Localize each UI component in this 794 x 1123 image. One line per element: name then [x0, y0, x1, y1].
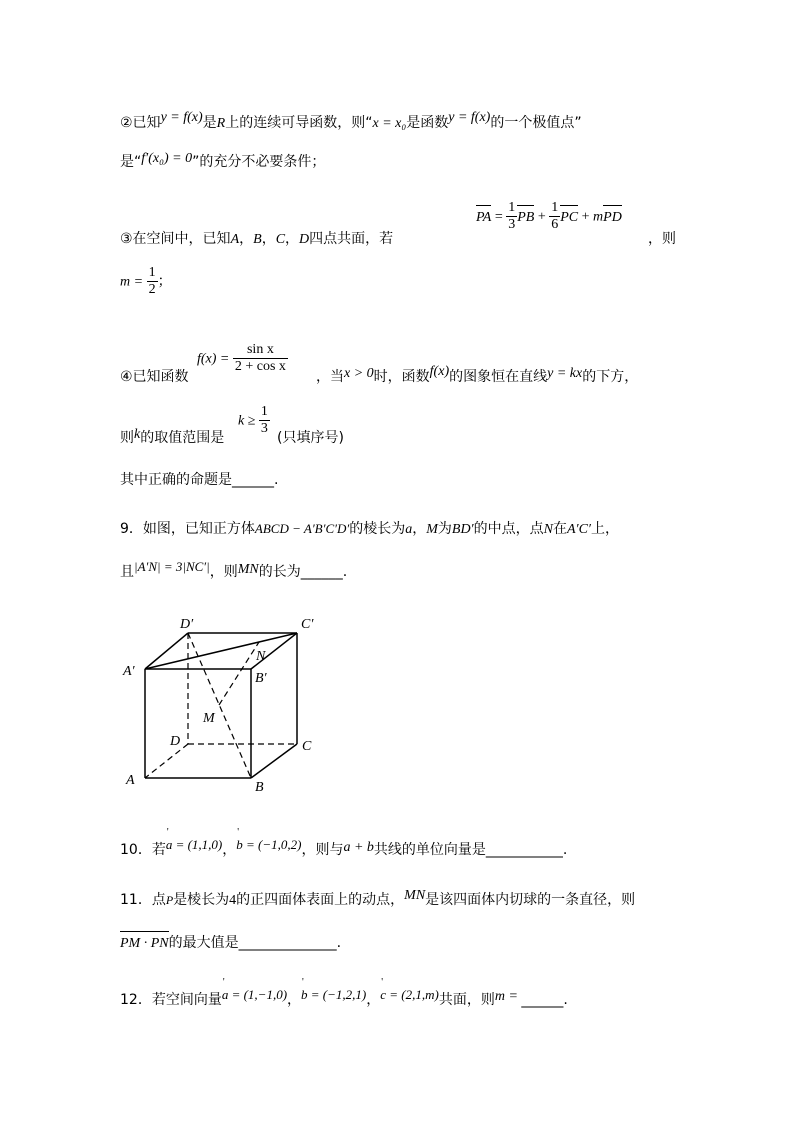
quote-close: ”: [574, 115, 582, 131]
q10-line: [120, 837, 568, 861]
text: 共线的单位向量是___________.: [373, 842, 568, 858]
edge: [251, 744, 297, 778]
cube-figure: [115, 612, 335, 802]
num: 1: [260, 404, 268, 419]
label-D: D: [170, 734, 181, 749]
text: 是: [120, 154, 134, 170]
label-A: A: [126, 773, 135, 788]
math-m-eq: m =: [120, 274, 147, 290]
den: 2 + cos x: [234, 359, 286, 374]
den: 2: [148, 282, 156, 297]
math-m: m: [593, 209, 604, 225]
frac-1-2: [147, 265, 158, 298]
q11-line-1: [120, 890, 635, 911]
text: ，则与: [301, 842, 344, 858]
item-3-prefix: [120, 229, 393, 250]
sep: ，: [261, 231, 276, 247]
math-fprime-x0: f′(x₀) = 0: [141, 151, 193, 166]
function-def: [197, 342, 288, 375]
answer-prompt: 其中正确的命题是______.: [120, 472, 279, 488]
text: 共面，则: [438, 992, 495, 1008]
text: 9．如图，已知正方体: [120, 521, 255, 537]
text: 则: [120, 430, 134, 446]
sep: ，: [287, 992, 302, 1008]
text: 的棱长为: [349, 521, 406, 537]
text: 是该四面体内切球的一条直径，则: [425, 892, 636, 908]
text: 的中点，点: [473, 521, 544, 537]
quote-open: “: [365, 115, 373, 131]
math-B: B: [253, 232, 262, 247]
math-M: M: [426, 522, 438, 537]
text: ，: [412, 521, 427, 537]
math-vec-b: ' b = (−1,0,2): [236, 835, 301, 855]
diagonal-BDp: [188, 633, 251, 778]
text: 上，: [590, 521, 619, 537]
label-N: N: [256, 649, 266, 664]
math-P: P: [165, 893, 174, 907]
math-x-x0: x = x₀: [372, 116, 407, 131]
text: 为: [437, 521, 452, 537]
text: (只填序号): [277, 430, 344, 446]
text: 的取值范围是: [140, 430, 225, 446]
text: 的最大值是______________.: [168, 935, 342, 951]
text: 的正四面体表面上的动点，: [236, 892, 405, 908]
text: ②已知: [120, 115, 161, 131]
label-M: M: [203, 711, 215, 726]
frac-sin-cos: [233, 342, 288, 375]
text: 是棱长为: [173, 892, 230, 908]
num: 1: [148, 265, 156, 280]
plus: +: [534, 209, 550, 225]
text: ，则: [648, 231, 676, 247]
equals: =: [491, 209, 507, 225]
vec-PC: PC: [560, 208, 578, 228]
num: 1: [508, 200, 516, 215]
label-Ap: A′: [123, 664, 135, 679]
math-N: N: [543, 522, 553, 537]
text: ______.: [521, 992, 568, 1008]
sep: ，: [222, 842, 237, 858]
q11-line-2: [120, 933, 341, 954]
math-k: k: [134, 427, 141, 442]
math-y-fx: y = f(x): [448, 110, 491, 125]
sep: ，: [239, 231, 254, 247]
math-y-fx: y = f(x): [160, 110, 203, 125]
text: 是函数: [406, 115, 449, 131]
label-Bp: B′: [255, 671, 267, 686]
math-ApCp: A′C′: [566, 522, 591, 537]
math-PM-dot-PN: PM · PN: [120, 934, 169, 954]
den: 3: [508, 217, 516, 232]
math-D: D: [299, 232, 310, 247]
math-vec-a: ' a = (1,1,0): [166, 835, 222, 855]
text: 的下方，: [582, 369, 639, 385]
math-k-ge: k ≥: [238, 413, 259, 429]
plus: +: [578, 209, 594, 225]
math-R: R: [216, 116, 226, 131]
text: 时，函数: [373, 369, 430, 385]
segment-MN: [219, 642, 259, 705]
text: 12．若空间向量: [120, 992, 222, 1008]
text: 的充分不必要条件；: [199, 154, 326, 170]
label-Dp: D′: [180, 617, 194, 632]
text: ；: [157, 273, 172, 290]
math-MN: MN: [237, 562, 259, 577]
k-range: [238, 404, 270, 437]
item-2-line-1: [120, 110, 582, 134]
text: ，当: [316, 369, 344, 385]
text: 上的连续可导函数，则: [225, 115, 366, 131]
item-4-rest: [316, 364, 639, 388]
den: 6: [551, 217, 559, 232]
text: 的一个极值点: [490, 115, 575, 131]
label-B: B: [255, 780, 264, 795]
text: 四点共面，若: [309, 231, 394, 247]
sep: ，: [285, 231, 300, 247]
math-y-kx: y = kx: [547, 366, 583, 381]
math-a: a: [405, 522, 413, 537]
math-vec-a: ' a = (1,−1,0): [222, 985, 287, 1005]
vector-equation: [476, 200, 622, 233]
q9-line-1: [120, 519, 619, 540]
frac-1-3: [259, 404, 270, 437]
math-MN: MN: [404, 888, 426, 903]
q9-line-2: [120, 559, 348, 583]
text: ，则: [209, 564, 238, 580]
item-4-range: [120, 428, 224, 449]
frac-1-3: [506, 200, 517, 233]
math-abs: |A′N| = 3|NC′|: [134, 559, 210, 574]
num: sin x: [233, 342, 288, 359]
label-C: C: [302, 739, 312, 754]
math-fx: f(x): [429, 364, 450, 379]
math-cube: ABCD − A′B′C′D′: [254, 521, 350, 536]
math-C: C: [275, 232, 286, 247]
text: 且: [120, 564, 134, 580]
text: ③在空间中，已知: [120, 231, 231, 247]
text: 的图象恒在直线: [449, 369, 548, 385]
label-Cp: C′: [301, 617, 314, 632]
hidden-edge: [145, 744, 188, 778]
vec-PA: PA: [476, 208, 491, 228]
math-m: m =: [494, 989, 522, 1004]
text: 是: [202, 115, 217, 131]
vec-PD: PD: [603, 208, 622, 228]
math-BDp: BD′: [451, 522, 474, 537]
vec-PB: PB: [517, 208, 534, 228]
item-3-line-2: [120, 265, 172, 298]
math-a-plus-b: a + b: [343, 840, 374, 855]
item-2-line-2: [120, 152, 325, 173]
math-vec-c: ' c = (2,1,m): [380, 985, 439, 1005]
den: 3: [260, 421, 268, 436]
text: 在: [552, 521, 567, 537]
math-vec-b: ' b = (−1,2,1): [301, 985, 366, 1005]
text: ④已知函数: [120, 369, 189, 385]
math-4: 4: [229, 893, 237, 908]
text: 的长为______.: [258, 564, 348, 580]
num: 1: [551, 200, 559, 215]
sep: ，: [366, 992, 381, 1008]
math-A: A: [230, 232, 240, 247]
text: 11．点: [120, 892, 166, 908]
math-x-gt-0: x > 0: [344, 366, 374, 381]
text: 10．若: [120, 842, 166, 858]
q12-line: [120, 987, 568, 1011]
math-fx: f(x) =: [197, 351, 233, 367]
quote-open: “: [134, 154, 142, 170]
quote-close: ”: [192, 154, 200, 170]
frac-1-6: [549, 200, 560, 233]
